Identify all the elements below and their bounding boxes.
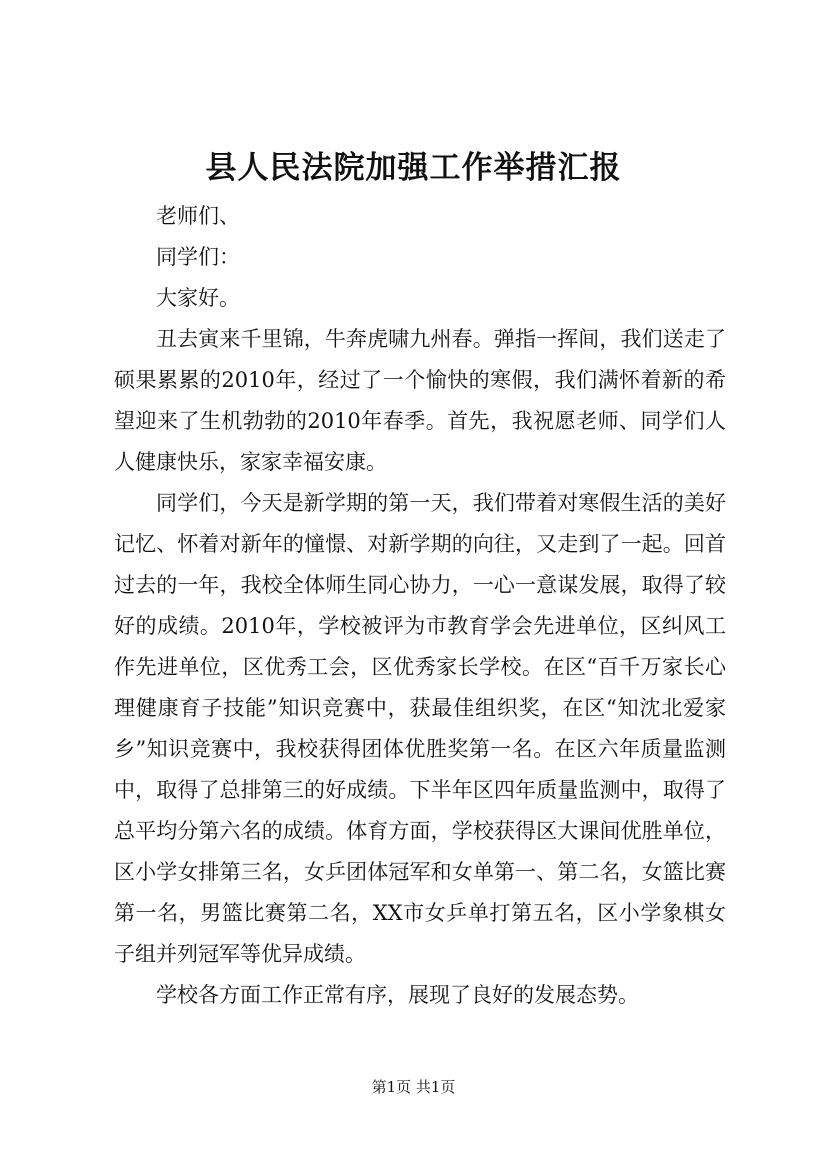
document-body — [114, 196, 726, 1016]
paragraph-new-year: 丑去寅来千里锦，牛奔虎啸九州春。弹指一挥间，我们送走了硕果累累的2010年，经过了一个愉快的寒假，我们满怀着新的希望迎来了生机勃勃的2010年春季。首先，我祝愿老师、同学们人人健康快乐，家家幸福安康。 — [114, 327, 726, 474]
page-footer: 第1页 共1页 — [371, 1078, 456, 1096]
paragraph-summary: 学校各方面工作正常有序，展现了良好的发展态势。 — [156, 983, 639, 1007]
greeting-teachers: 老师们、 — [156, 204, 240, 228]
document-title: 县人民法院加强工作举措汇报 — [205, 150, 622, 186]
greeting-hello: 大家好。 — [156, 286, 240, 310]
paragraph-achievements: 同学们，今天是新学期的第一天，我们带着对寒假生活的美好记忆、怀着对新年的憧憬、对新学期的向往，又走到了一起。回首过去的一年，我校全体师生同心协力，一心一意谋发展，取得了较好的成绩。2010年，学校被评为市教育学会先进单位，区纠风工作先进单位，区优秀工会，区优秀家长学校。在区“百千万家长心理健康育子技能”知识竞赛中，获最佳组织奖，在区“知沈北爱家乡”知识竞赛中，我校获得团体优胜奖第一名。在区六年质量监测中，取得了总排第三的好成绩。下半年区四年质量监测中，取得了总平均分第六名的成绩。体育方面，学校获得区大课间优胜单位，区小学女排第三名，女乒团体冠军和女单第一、第二名，女篮比赛第一名，男篮比赛第二名，XX市女乒单打第五名，区小学象棋女子组并列冠军等优异成绩。 — [114, 491, 726, 966]
greeting-students: 同学们： — [156, 245, 240, 269]
